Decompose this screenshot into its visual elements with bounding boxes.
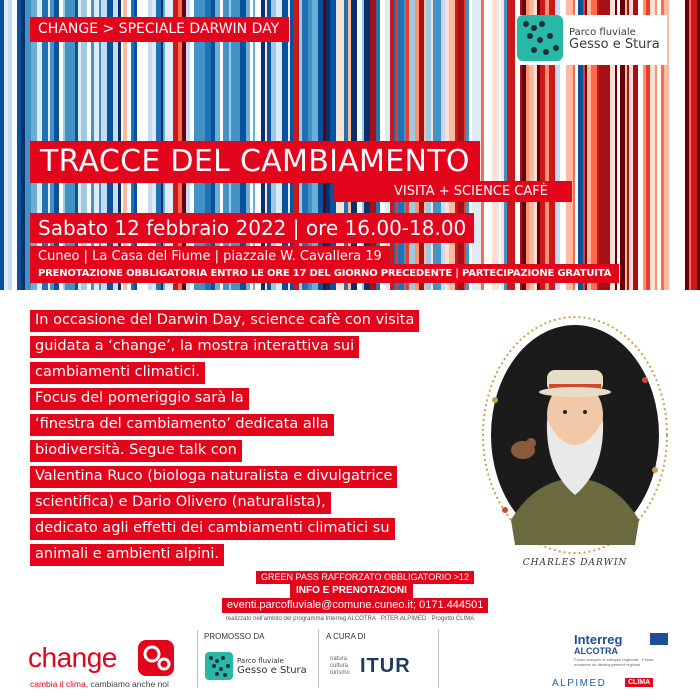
event-title: TRACCE DEL CAMBIAMENTO [30,141,480,183]
change-logo-subtitle [30,679,169,689]
booking-note: PRENOTAZIONE OBBLIGATORIA ENTRO LE ORE 17 DEL GIORNO PRECEDENTE | PARTECIPAZIONE GRATUITA [30,264,619,283]
event-subtitle: VISITA + SCIENCE CAFÈ [334,181,572,202]
park-small-text [237,657,307,675]
green-pass-note: GREEN PASS RAFFORZATO OBBLIGATORIO >12 [256,571,474,584]
description-line: guidata a ‘change’, la mostra interattiva sui [30,336,359,358]
description-line: ‘finestra del cambiamento’ dedicata alla [30,414,334,436]
park-dots-icon [517,15,563,61]
clima-badge: CLIMA [625,678,653,687]
description-line: Focus del pomeriggio sarà la [30,388,249,410]
darwin-portrait [475,310,675,580]
eu-flag-icon [650,633,668,645]
description-line: dedicato agli effetti dei cambiamenti climatici su [30,518,395,540]
park-small-line2: Gesso e Stura [237,665,307,676]
park-logo-line1: Parco fluviale [569,27,636,38]
interreg-logo [560,632,670,672]
tagline-banner: CHANGE > SPECIALE DARWIN DAY [30,17,289,42]
promoted-label: PROMOSSO DA [204,632,265,641]
footer-divider [438,630,439,688]
itur-word: ITUR [360,655,411,677]
description-line: animali e ambienti alpini. [30,544,224,566]
info-heading: INFO E PRENOTAZIONI [290,584,413,598]
park-logo-small [205,652,325,686]
alpimed-logo: ALPIMED [552,678,607,689]
credits-line: realizzato nell’ambito del programma Interreg ALCOTRA · PITER ALPIMED · Progetto CLIMA [225,616,475,622]
curated-label: A CURA DI [326,632,366,641]
event-date: Sabato 12 febbraio 2022 | ore 16.00-18.00 [30,213,474,243]
park-small-line1: Parco fluviale [237,657,284,665]
change-sub-rest: , cambiamo anche noi [85,679,169,689]
itur-small-text: natura cultura turismo [330,656,350,676]
event-place: Cuneo | La Casa del Fiume | piazzale W. Cavallera 19 [30,246,390,267]
description-line: cambiamenti climatici. [30,362,205,384]
portrait-caption: CHARLES DARWIN [522,558,628,568]
description-line: biodiversità. Segue talk con [30,440,242,462]
contacts-line[interactable]: eventi.parcofluviale@comune.cuneo.it; 0171.444501 [222,598,488,613]
interreg-sub: ALCOTRA [574,646,618,656]
event-description [30,309,500,569]
park-logo-line2: Gesso e Stura [569,37,660,52]
change-sub-red: cambia il clima [30,679,86,689]
park-dots-icon [205,652,233,680]
park-logo-top [517,15,667,65]
description-line: Valentina Ruco (biologa naturalista e divulgatrice [30,466,397,488]
interreg-fine: Fondo europeo di sviluppo regionale · Fonds européen de développement régional [574,657,654,667]
gears-icon [136,636,180,680]
itur-logo [330,654,430,688]
description-line: In occasione del Darwin Day, science cafè con visita [30,310,419,332]
footer-divider [197,630,198,688]
park-logo-text [569,27,660,51]
interreg-name: Interreg [574,632,623,647]
change-logo [28,636,188,692]
change-logo-word: change [28,642,117,673]
description-line: scientifica) e Dario Olivero (naturalista), [30,492,331,514]
